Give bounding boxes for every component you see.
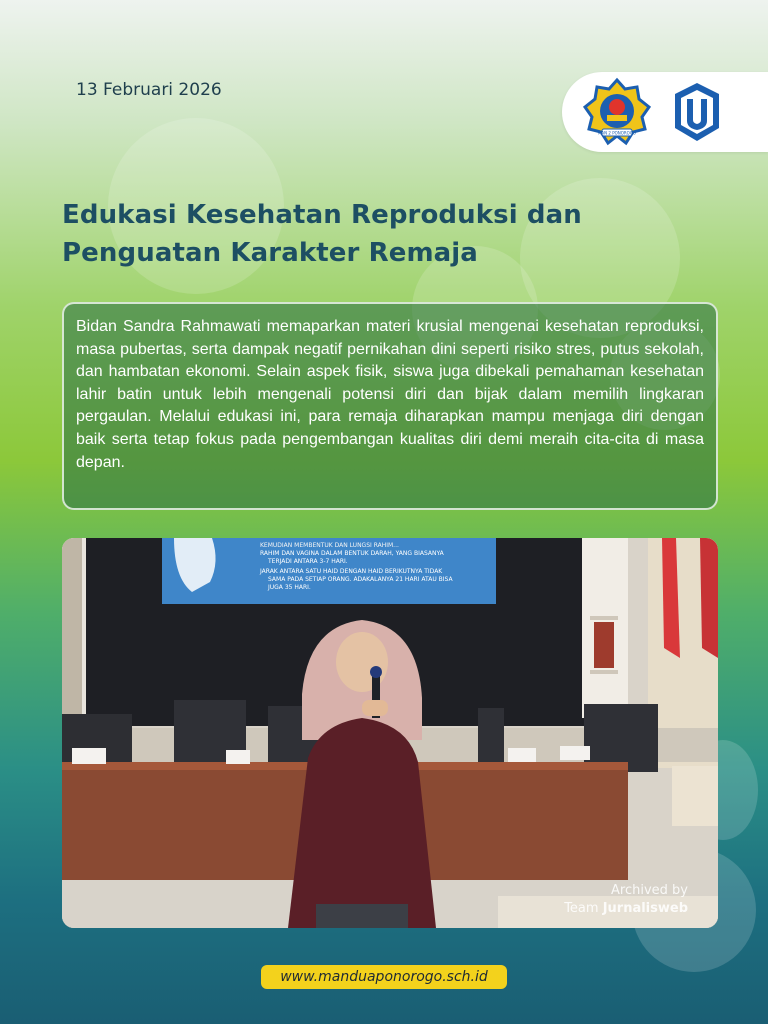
event-photo (62, 538, 718, 928)
article-body-box (62, 302, 718, 510)
screen-line: JUGA 35 HARI. (268, 584, 311, 591)
screen-line: SAMA PADA SETIAP ORANG. ADAKALANYA 21 HARI ATAU BISA (268, 576, 453, 583)
website-url-link[interactable]: www.manduaponorogo.sch.id (261, 965, 507, 989)
school-emblem-text: MAN 2 PONOROGO (597, 130, 637, 136)
screen-line: TERJADI ANTARA 3-7 HARI. (268, 558, 348, 565)
screen-line: JARAK ANTARA SATU HAID DENGAN HAID BERIKUTNYA TIDAK (260, 568, 443, 575)
credit-team-line (564, 900, 688, 918)
credit-archived-by: Archived by (611, 883, 688, 898)
article-title (62, 196, 662, 272)
credit-team-name: Jurnalisweb (602, 901, 688, 916)
jurnalisweb-shield-logo (672, 81, 722, 143)
screen-line: KEMUDIAN MEMBENTUK DAN LUNGSI RAHIM... (260, 542, 399, 549)
credit-team-prefix: Team (564, 901, 603, 916)
title-line-1: Edukasi Kesehatan Reproduksi dan (62, 200, 582, 230)
school-emblem-logo (582, 77, 652, 147)
article-body-text: Bidan Sandra Rahmawati memaparkan materi krusial mengenai kesehatan reproduksi, masa pubertas, serta dampak negatif pernikahan dini seperti risiko stres, putus sekolah, dan hambatan ekonomi. Selain aspek fisik, siswa juga dibekali pemahaman kesehatan lahir batin untuk lebih mengenali potensi diri dan bijak dalam memilih lingkaran pergaulan. Melalui edukasi ini, para remaja diharapkan mampu menjaga diri dengan baik serta tetap fokus pada pengembangan kualitas diri demi meraih cita-cita di masa depan. (76, 318, 704, 471)
screen-line: RAHIM DAN VAGINA DALAM BENTUK DARAH, YANG BIASANYA (260, 550, 444, 557)
event-photo-illustration (62, 538, 718, 928)
logo-bar (562, 72, 768, 152)
title-line-2: Penguatan Karakter Remaja (62, 238, 478, 268)
photo-credit (564, 882, 688, 918)
post-date: 13 Februari 2026 (76, 80, 222, 100)
